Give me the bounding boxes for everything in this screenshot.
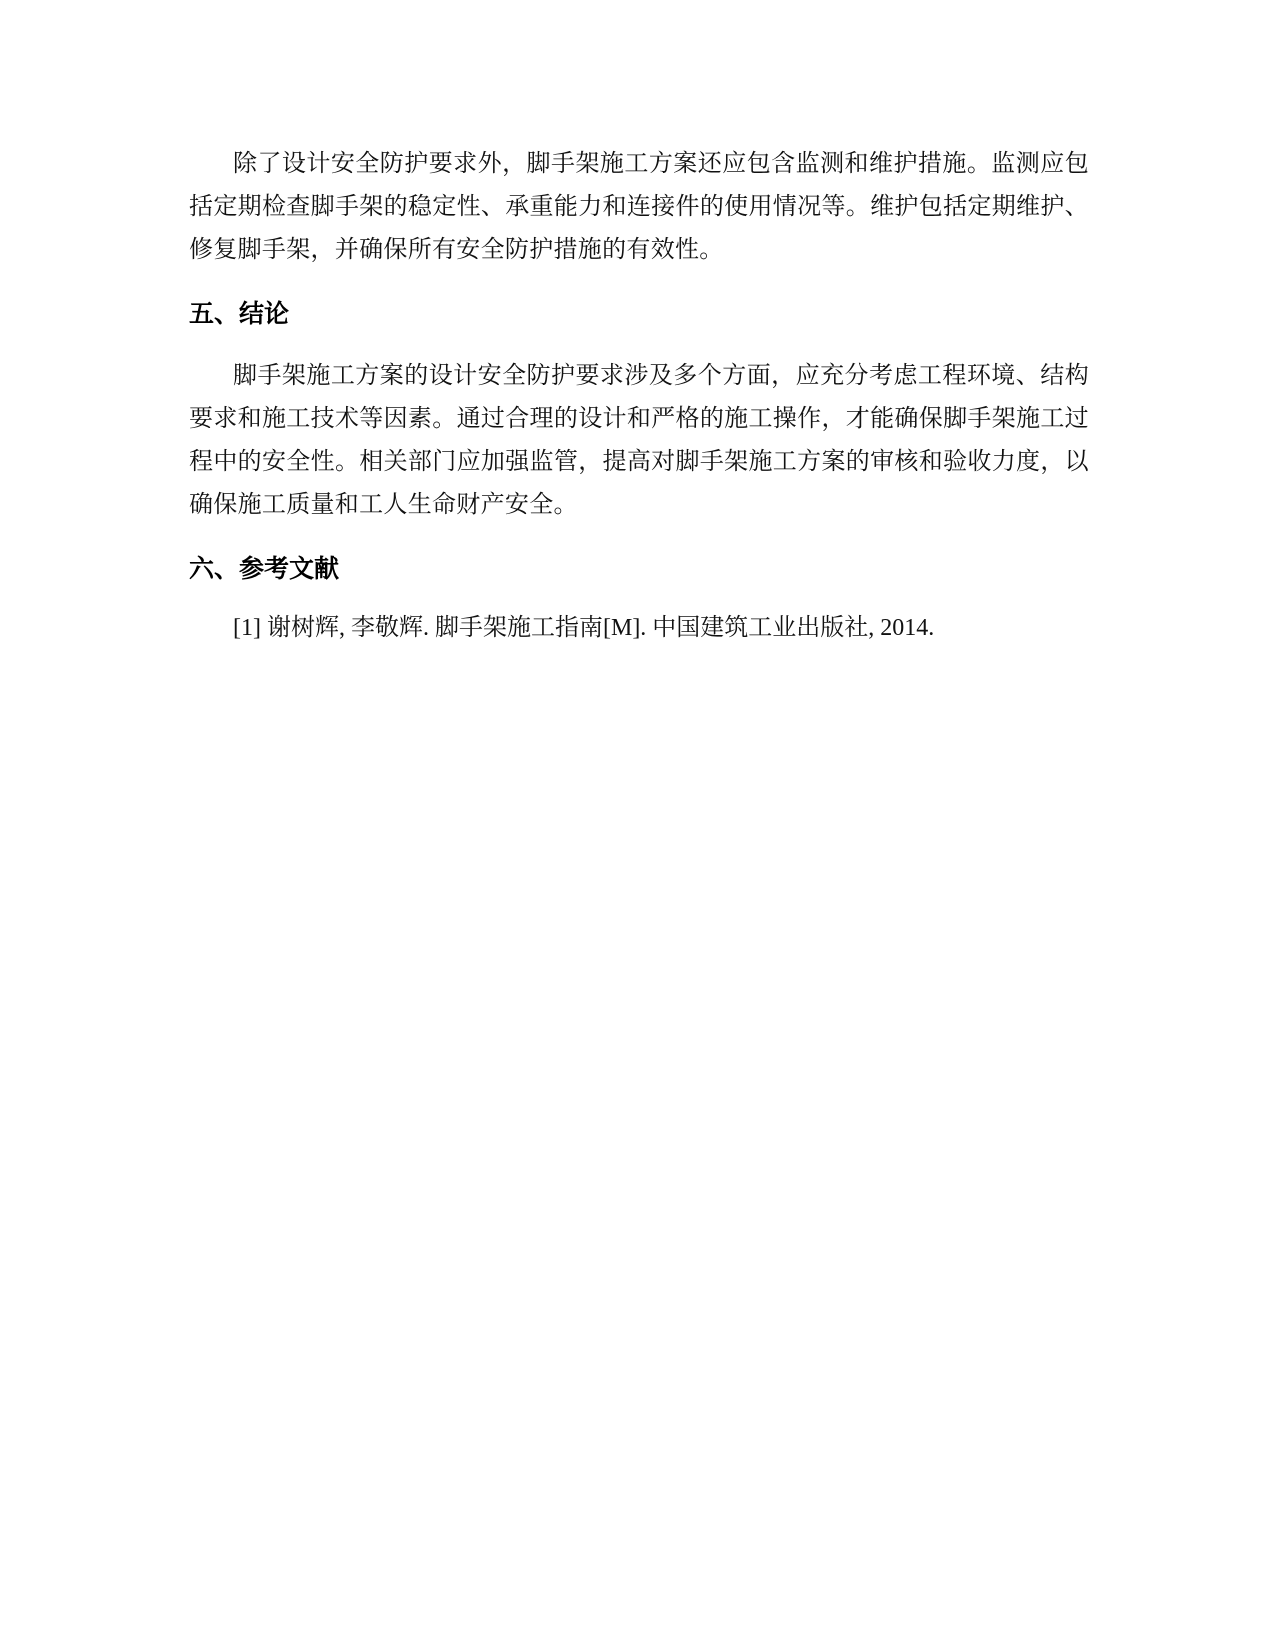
paragraph-monitoring: 除了设计安全防护要求外，脚手架施工方案还应包含监测和维护措施。监测应包括定期检查脚手架的稳定性、承重能力和连接件的使用情况等。维护包括定期维护、修复脚手架，并确保所有安全防护措施的有效性。: [189, 149, 1089, 263]
paragraph-conclusion: 脚手架施工方案的设计安全防护要求涉及多个方面，应充分考虑工程环境、结构要求和施工技术等因素。通过合理的设计和严格的施工操作，才能确保脚手架施工过程中的安全性。相关部门应加强监管，提高对脚手架施工方案的审核和验收力度，以确保施工质量和工人生命财产安全。: [189, 361, 1089, 518]
reference-item: [1] 谢树辉, 李敬辉. 脚手架施工指南[M]. 中国建筑工业出版社, 2014.: [233, 615, 935, 641]
section-heading-conclusion: 五、结论: [189, 299, 290, 328]
document-body: [189, 142, 1089, 650]
section-heading-references: 六、参考文献: [189, 554, 340, 583]
